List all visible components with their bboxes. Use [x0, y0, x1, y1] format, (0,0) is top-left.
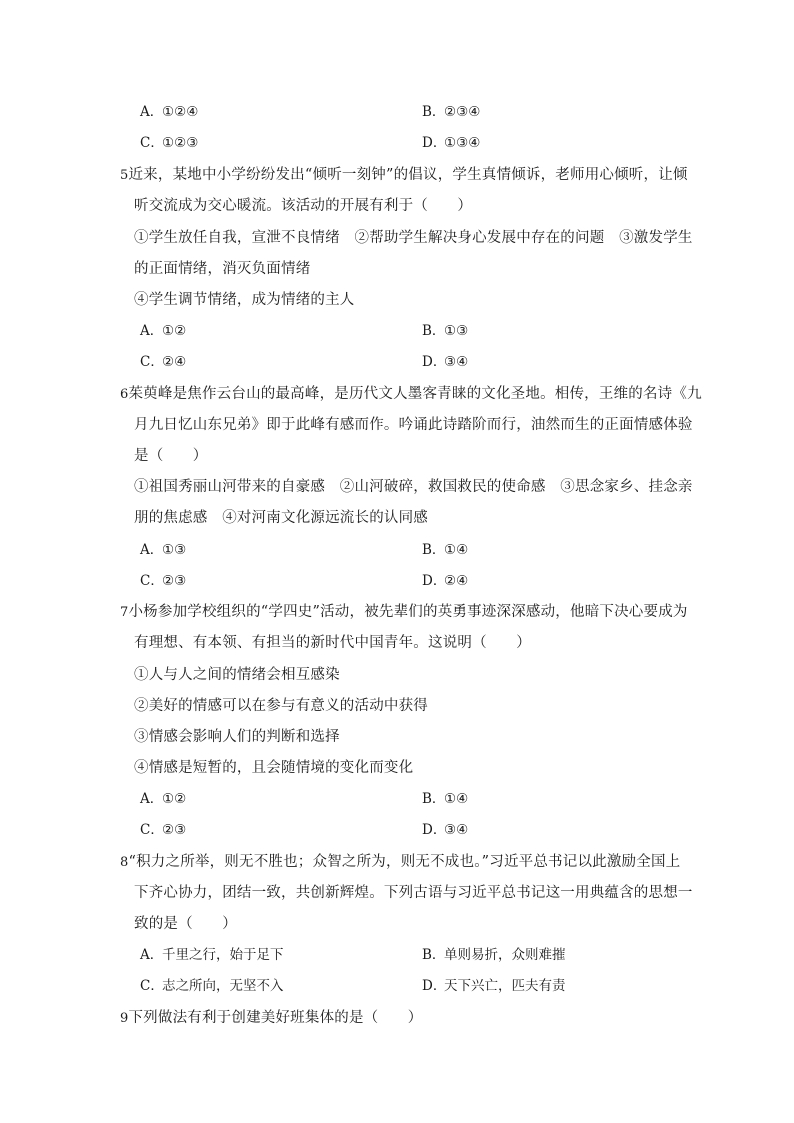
- q7-stem-line-2: 有理想、有本领、有担当的新时代中国青年。这说明（ ）: [134, 635, 531, 651]
- q8-option-a: A．千里之行，始于足下: [140, 947, 284, 963]
- q4-option-c: C．①②③: [140, 135, 199, 151]
- q7-option-c: C．②③: [140, 822, 187, 838]
- q7-option-d: D．③④: [422, 822, 469, 838]
- q7-choice-2: ②美好的情感可以在参与有意义的活动中获得: [134, 698, 428, 714]
- q6-choices-line-2: 朋的焦虑感 ④对河南文化源远流长的认同感: [134, 510, 428, 526]
- q4-option-b: B．②③④: [422, 104, 481, 120]
- q7-choice-4: ④情感是短暂的，且会随情境的变化而变化: [134, 760, 414, 776]
- q5-option-a: A．①②: [140, 323, 187, 339]
- q4-option-d: D．①③④: [422, 135, 481, 151]
- q7-choice-1: ①人与人之间的情绪会相互感染: [134, 667, 340, 683]
- q6-option-b: B．①④: [422, 542, 469, 558]
- q8-number: 8: [120, 855, 129, 870]
- q5-number: 5: [120, 168, 129, 183]
- q6-option-d: D．②④: [422, 573, 469, 589]
- q8-option-b: B．单则易折，众则难摧: [422, 947, 566, 963]
- q5-stem-line-2: 听交流成为交心暖流。该活动的开展有利于（ ）: [134, 198, 473, 214]
- q6-stem-line-3: 是（ ）: [134, 448, 208, 464]
- q8-option-c: C．志之所向，无坚不入: [140, 978, 284, 994]
- q6-option-c: C．②③: [140, 573, 187, 589]
- q6-choices-line-1: ①祖国秀丽山河带来的自豪感 ②山河破碎，救国救民的使命感 ③思念家乡、挂念亲: [134, 479, 693, 495]
- q5-option-d: D．③④: [422, 354, 469, 370]
- q8-stem-line-3: 致的是（ ）: [134, 916, 237, 932]
- q8-stem-line-2: 下齐心协力，团结一致，共创新辉煌。下列古语与习近平总书记这一用典蕴含的思想一: [134, 885, 693, 901]
- q7-choice-3: ③情感会影响人们的判断和选择: [134, 729, 340, 745]
- q8-stem-line-1: 8“积力之所举，则无不胜也；众智之所为，则无不成也。”习近平总书记以此激励全国上: [120, 854, 681, 870]
- q5-choices-line-1: ①学生放任自我，宣泄不良情绪 ②帮助学生解决身心发展中存在的问题 ③激发学生: [134, 230, 693, 246]
- q9-number: 9: [120, 1011, 129, 1026]
- q5-choices-line-3: ④学生调节情绪，成为情绪的主人: [134, 292, 355, 308]
- q7-option-b: B．①④: [422, 791, 469, 807]
- q7-number: 7: [120, 605, 129, 620]
- q6-number: 6: [120, 387, 129, 402]
- q4-option-a: A．①②④: [140, 104, 199, 120]
- q5-stem-line-1: 5近来，某地中小学纷纷发出“倾听一刻钟”的倡议，学生真情倾诉，老师用心倾听，让倾: [120, 167, 688, 183]
- q8-option-d: D．天下兴亡，匹夫有责: [422, 978, 566, 994]
- q7-stem-line-1: 7小杨参加学校组织的“学四史”活动，被先辈们的英勇事迹深深感动，他暗下决心要成为: [120, 604, 688, 620]
- q5-choices-line-2: 的正面情绪，消灭负面情绪: [134, 261, 311, 277]
- q6-stem-line-1: 6茱萸峰是焦作云台山的最高峰，是历代文人墨客青睐的文化圣地。相传，王维的名诗《九: [120, 386, 702, 402]
- q6-stem-line-2: 月九日忆山东兄弟》即于此峰有感而作。吟诵此诗踏阶而行，油然而生的正面情感体验: [134, 417, 693, 433]
- q5-option-b: B．①③: [422, 323, 469, 339]
- q5-option-c: C．②④: [140, 354, 187, 370]
- q6-option-a: A．①③: [140, 542, 187, 558]
- q9-stem-line-1: 9下列做法有利于创建美好班集体的是（ ）: [120, 1010, 423, 1026]
- q7-option-a: A．①②: [140, 791, 187, 807]
